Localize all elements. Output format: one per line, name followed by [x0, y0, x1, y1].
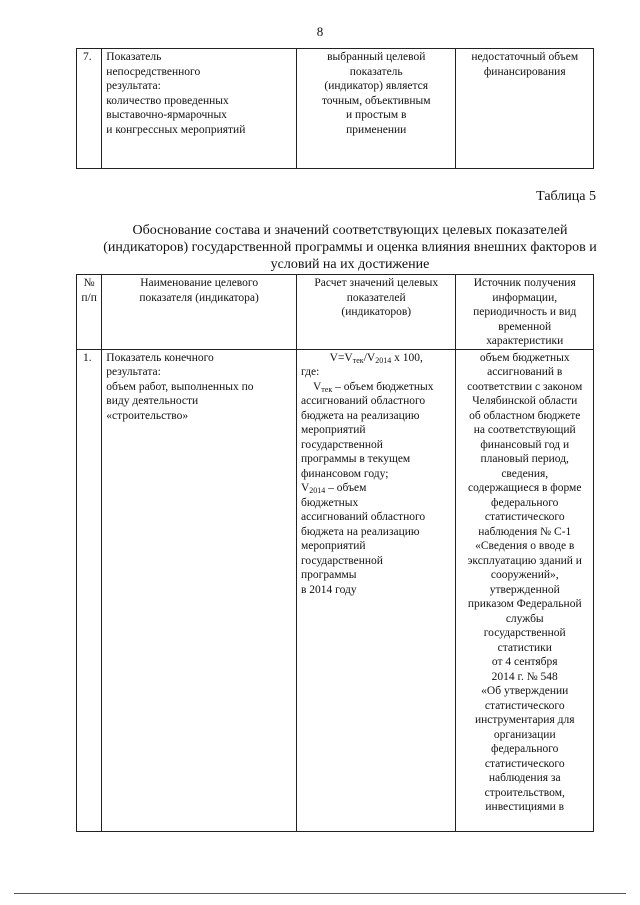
indicator-source: недостаточный объем финансирования — [456, 49, 594, 169]
indicator-calc: выбранный целевой показатель (индикатор) является точным, объективным и простым в применении — [296, 49, 456, 169]
table-label: Таблица 5 — [536, 189, 596, 204]
indicator-name: Показатель конечного результата: объем работ, выполненных по виду деятельности «строительство» — [102, 349, 297, 831]
formula-tail: x 100, — [391, 351, 423, 364]
formula — [301, 351, 452, 366]
indicators-table — [76, 274, 594, 832]
formula-mid: /V — [363, 351, 376, 364]
table-title: Обоснование состава и значений соответствующих целевых показателей (индикаторов) государственной программы и оценка влияния внешних факторов и условий на их достижение — [103, 223, 597, 272]
v2014-definition: $V_{2014}$ – объем бюджетных ассигнований областного бюджета на реализацию мероприятий государственной программы в 2014 году — [300, 482, 426, 596]
row-number: 1. — [77, 349, 102, 831]
formula-sub-2014: 2014 — [375, 355, 392, 365]
header-name: Наименование целевого показателя (индикатора) — [102, 275, 297, 350]
formula-v: V=V — [329, 351, 353, 364]
row-number: 7. — [77, 49, 102, 169]
indicator-calc — [296, 349, 456, 831]
header-num: № п/п — [77, 275, 102, 350]
header-calc: Расчет значений целевых показателей (индикаторов) — [296, 275, 456, 350]
header-source: Источник получения информации, периодичность и вид временной характеристики — [456, 275, 594, 350]
page-bottom-line — [14, 893, 626, 894]
formula-where: где: — [300, 366, 320, 378]
table-row — [77, 49, 594, 169]
table-row — [77, 349, 594, 831]
table-header-row — [77, 275, 594, 350]
vtek-definition: $V_{тек}$ – объем бюджетных ассигнований областного бюджета на реализацию мероприятий государственной программы в текущем финансовом году; — [300, 380, 434, 480]
formula-sub-tek: тек — [352, 355, 364, 365]
indicator-source: объем бюджетных ассигнований в соответствии с законом Челябинской области об областном бюджете на соответствующий финансовый год и плановый период, сведения, содержащиеся в форме федерального статистического наблюдения № С-1 «Сведения о вводе в эксплуатацию зданий и сооружений», утвержденной приказом Федеральной службы государственной статистики от 4 сентября 2014 г. № 548 «Об утверждении статистического инструментария для организации федерального статистического наблюдения за строительством, инвестициями в — [456, 349, 594, 831]
indicator-name: Показатель непосредственного результата: количество проведенных выставочно-ярмарочных и конгрессных мероприятий — [102, 49, 297, 169]
previous-table-fragment — [76, 48, 594, 169]
page-number: 8 — [316, 24, 324, 39]
